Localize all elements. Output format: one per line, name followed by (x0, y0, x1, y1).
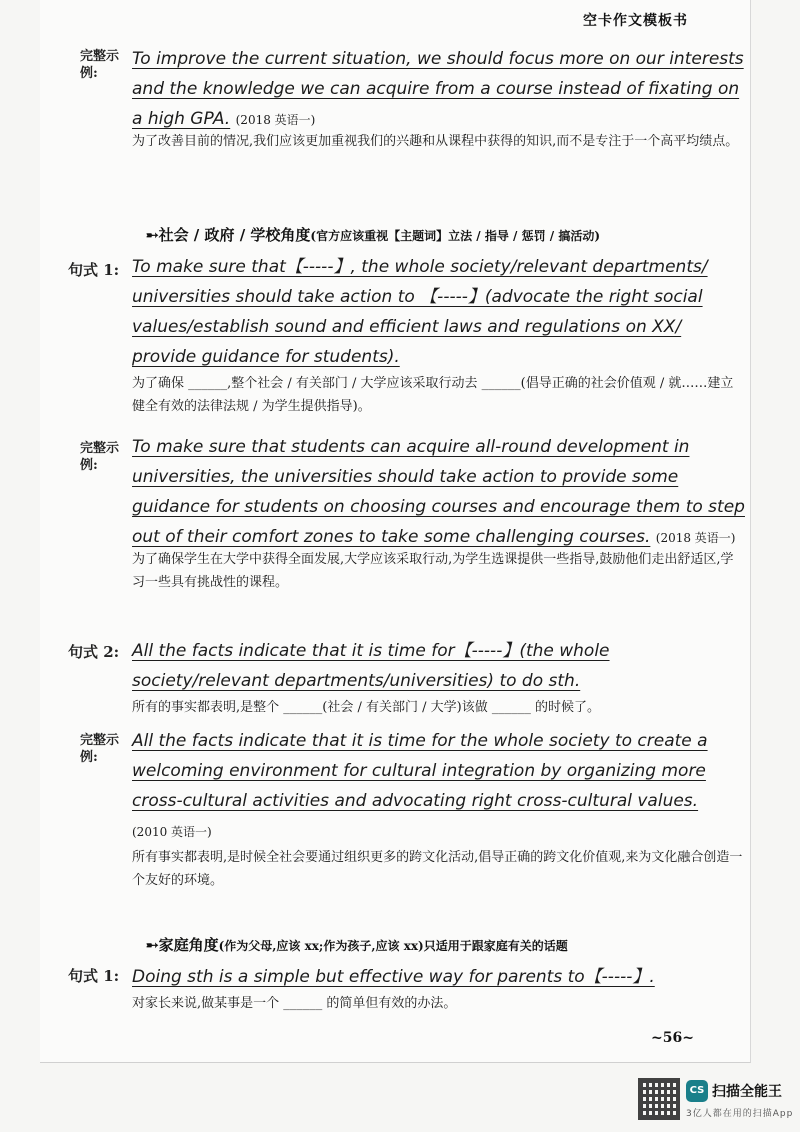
brand-name: 扫描全能王 (712, 1084, 782, 1100)
example-english: All the facts indicate that it is time for the whole society to create a welcoming environment for cultural integration by organizing more cross-cultural activities and advocating right cross-cultural values. (2010 英语一) (132, 731, 708, 839)
example-chinese: 所有事实都表明,是时候全社会要通过组织更多的跨文化活动,倡导正确的跨文化价值观,来为文化融合创造一个友好的环境。 (132, 850, 743, 888)
example-source: (2018 英语一) (235, 113, 316, 127)
qr-code-icon (638, 1078, 680, 1120)
pattern-chinese: 为了确保 ______,整个社会 / 有关部门 / 大学应该采取行动去 ______(倡导正确的社会价值观 / 就……建立健全有效的法律法规 / 为学生提供指导)。 (132, 376, 734, 414)
pattern-english: All the facts indicate that it is time for【-----】(the whole society/relevant departments/universities) to do sth. (132, 641, 610, 691)
pattern-chinese: 所有的事实都表明,是整个 ______(社会 / 有关部门 / 大学)该做 ______ 的时候了。 (132, 700, 600, 715)
section-heading-society: ➸社会 / 政府 / 学校角度(官方应该重视【主题词】立法 / 指导 / 惩罚 / 搞活动) (146, 226, 600, 244)
example-english: To improve the current situation, we should focus more on our interests and the knowledge we can acquire from a course instead of fixating on a high GPA. (2018 英语一) (132, 49, 744, 129)
pattern-tag: 句式 2: (68, 643, 120, 661)
document-page (40, 0, 751, 1063)
section-heading-family: ➸家庭角度(作为父母,应该 xx;作为孩子,应该 xx)只适用于跟家庭有关的话题 (146, 936, 568, 954)
pattern-tag: 句式 1: (68, 261, 120, 279)
scanner-watermark (638, 1078, 798, 1122)
pattern-english: Doing sth is a simple but effective way for parents to【-----】. (132, 967, 655, 987)
example-source: (2018 英语一) (655, 531, 736, 545)
example-tag: 完整示例: (80, 49, 120, 81)
example-english: To make sure that students can acquire all-round development in universities, the universities should take action to provide some guidance for students on choosing courses and encourage them to step out of their comfort zones to take some challenging courses. (2018 英语一) (132, 437, 745, 547)
page-number: ~56~ (651, 1030, 694, 1046)
example-tag: 完整示例: (80, 441, 120, 473)
example-tag: 完整示例: (80, 733, 120, 765)
brand-tagline: 3亿人都在用的扫描App (686, 1109, 794, 1119)
pattern-tag: 句式 1: (68, 967, 120, 985)
pattern-chinese: 对家长来说,做某事是一个 ______ 的简单但有效的办法。 (132, 996, 457, 1011)
pattern-english: To make sure that【-----】, the whole society/relevant departments/ universities should take action to 【-----】(advocate the right social values/establish sound and efficient laws and regulations on XX/ provide guidance for students). (132, 257, 708, 367)
example-chinese: 为了确保学生在大学中获得全面发展,大学应该采取行动,为学生选课提供一些指导,鼓励他们走出舒适区,学习一些具有挑战性的课程。 (132, 552, 734, 590)
example-chinese: 为了改善目前的情况,我们应该更加重视我们的兴趣和从课程中获得的知识,而不是专注于一个高平均绩点。 (132, 134, 739, 149)
camscanner-logo-icon: CS (686, 1080, 708, 1102)
book-title: 空卡作文模板书 (583, 13, 688, 29)
example-source: (2010 英语一) (132, 825, 212, 839)
